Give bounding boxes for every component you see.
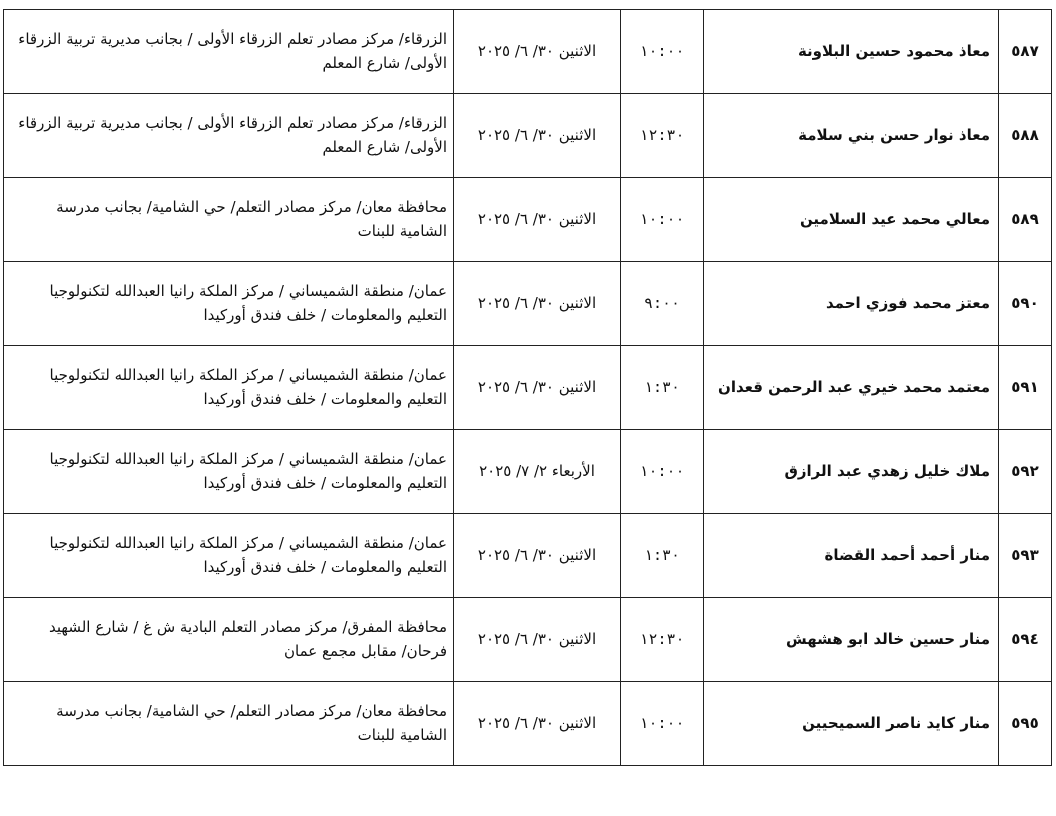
exam-location: محافظة معان/ مركز مصادر التعلم/ حي الشامية/ بجانب مدرسة الشامية للبنات <box>4 178 454 262</box>
exam-time: ١:٣٠ <box>621 514 704 598</box>
table-row <box>4 430 1052 514</box>
candidate-name: معاذ محمود حسين البلاونة <box>704 10 999 94</box>
candidate-name: ملاك خليل زهدي عبد الرازق <box>704 430 999 514</box>
row-number: ٥٩٢ <box>999 430 1052 514</box>
exam-date: الاثنين ٣٠/ ٦/ ٢٠٢٥ <box>454 598 621 682</box>
schedule-table-body <box>4 10 1052 766</box>
row-number: ٥٨٧ <box>999 10 1052 94</box>
exam-time: ١:٣٠ <box>621 346 704 430</box>
row-number: ٥٩٣ <box>999 514 1052 598</box>
exam-time: ١٢:٣٠ <box>621 94 704 178</box>
exam-time: ١٠:٠٠ <box>621 178 704 262</box>
exam-location: عمان/ منطقة الشميساني / مركز الملكة رانيا العبدالله لتكنولوجيا التعليم والمعلومات / خلف فندق أوركيدا <box>4 514 454 598</box>
exam-location: محافظة المفرق/ مركز مصادر التعلم البادية ش غ / شارع الشهيد فرحان/ مقابل مجمع عمان <box>4 598 454 682</box>
row-number: ٥٨٨ <box>999 94 1052 178</box>
table-row <box>4 94 1052 178</box>
exam-date: الاثنين ٣٠/ ٦/ ٢٠٢٥ <box>454 514 621 598</box>
exam-location: محافظة معان/ مركز مصادر التعلم/ حي الشامية/ بجانب مدرسة الشامية للبنات <box>4 682 454 766</box>
row-number: ٥٩٠ <box>999 262 1052 346</box>
exam-date: الاثنين ٣٠/ ٦/ ٢٠٢٥ <box>454 178 621 262</box>
candidate-name: منار كايد ناصر السميحيين <box>704 682 999 766</box>
candidate-name: معتمد محمد خيري عبد الرحمن قعدان <box>704 346 999 430</box>
exam-location: عمان/ منطقة الشميساني / مركز الملكة رانيا العبدالله لتكنولوجيا التعليم والمعلومات / خلف فندق أوركيدا <box>4 262 454 346</box>
candidate-name: معاذ نوار حسن بني سلامة <box>704 94 999 178</box>
table-row <box>4 262 1052 346</box>
candidate-name: معتز محمد فوزي احمد <box>704 262 999 346</box>
exam-location: الزرقاء/ مركز مصادر تعلم الزرقاء الأولى / بجانب مديرية تربية الزرقاء الأولى/ شارع المعلم <box>4 94 454 178</box>
exam-date: الاثنين ٣٠/ ٦/ ٢٠٢٥ <box>454 346 621 430</box>
table-row <box>4 682 1052 766</box>
exam-date: الاثنين ٣٠/ ٦/ ٢٠٢٥ <box>454 682 621 766</box>
exam-date: الاثنين ٣٠/ ٦/ ٢٠٢٥ <box>454 262 621 346</box>
table-row <box>4 346 1052 430</box>
table-row <box>4 514 1052 598</box>
exam-time: ١٠:٠٠ <box>621 682 704 766</box>
schedule-table <box>3 9 1052 766</box>
table-row <box>4 178 1052 262</box>
candidate-name: منار أحمد أحمد القضاة <box>704 514 999 598</box>
row-number: ٥٩١ <box>999 346 1052 430</box>
candidate-name: منار حسين خالد ابو هشهش <box>704 598 999 682</box>
table-row <box>4 10 1052 94</box>
exam-time: ١٢:٣٠ <box>621 598 704 682</box>
row-number: ٥٩٥ <box>999 682 1052 766</box>
exam-location: عمان/ منطقة الشميساني / مركز الملكة رانيا العبدالله لتكنولوجيا التعليم والمعلومات / خلف فندق أوركيدا <box>4 430 454 514</box>
exam-location: عمان/ منطقة الشميساني / مركز الملكة رانيا العبدالله لتكنولوجيا التعليم والمعلومات / خلف فندق أوركيدا <box>4 346 454 430</box>
table-row <box>4 598 1052 682</box>
exam-time: ١٠:٠٠ <box>621 10 704 94</box>
exam-date: الأربعاء ٢/ ٧/ ٢٠٢٥ <box>454 430 621 514</box>
candidate-name: معالي محمد عيد السلامين <box>704 178 999 262</box>
exam-location: الزرقاء/ مركز مصادر تعلم الزرقاء الأولى / بجانب مديرية تربية الزرقاء الأولى/ شارع المعلم <box>4 10 454 94</box>
exam-time: ١٠:٠٠ <box>621 430 704 514</box>
exam-time: ٩:٠٠ <box>621 262 704 346</box>
row-number: ٥٩٤ <box>999 598 1052 682</box>
exam-date: الاثنين ٣٠/ ٦/ ٢٠٢٥ <box>454 10 621 94</box>
row-number: ٥٨٩ <box>999 178 1052 262</box>
exam-date: الاثنين ٣٠/ ٦/ ٢٠٢٥ <box>454 94 621 178</box>
